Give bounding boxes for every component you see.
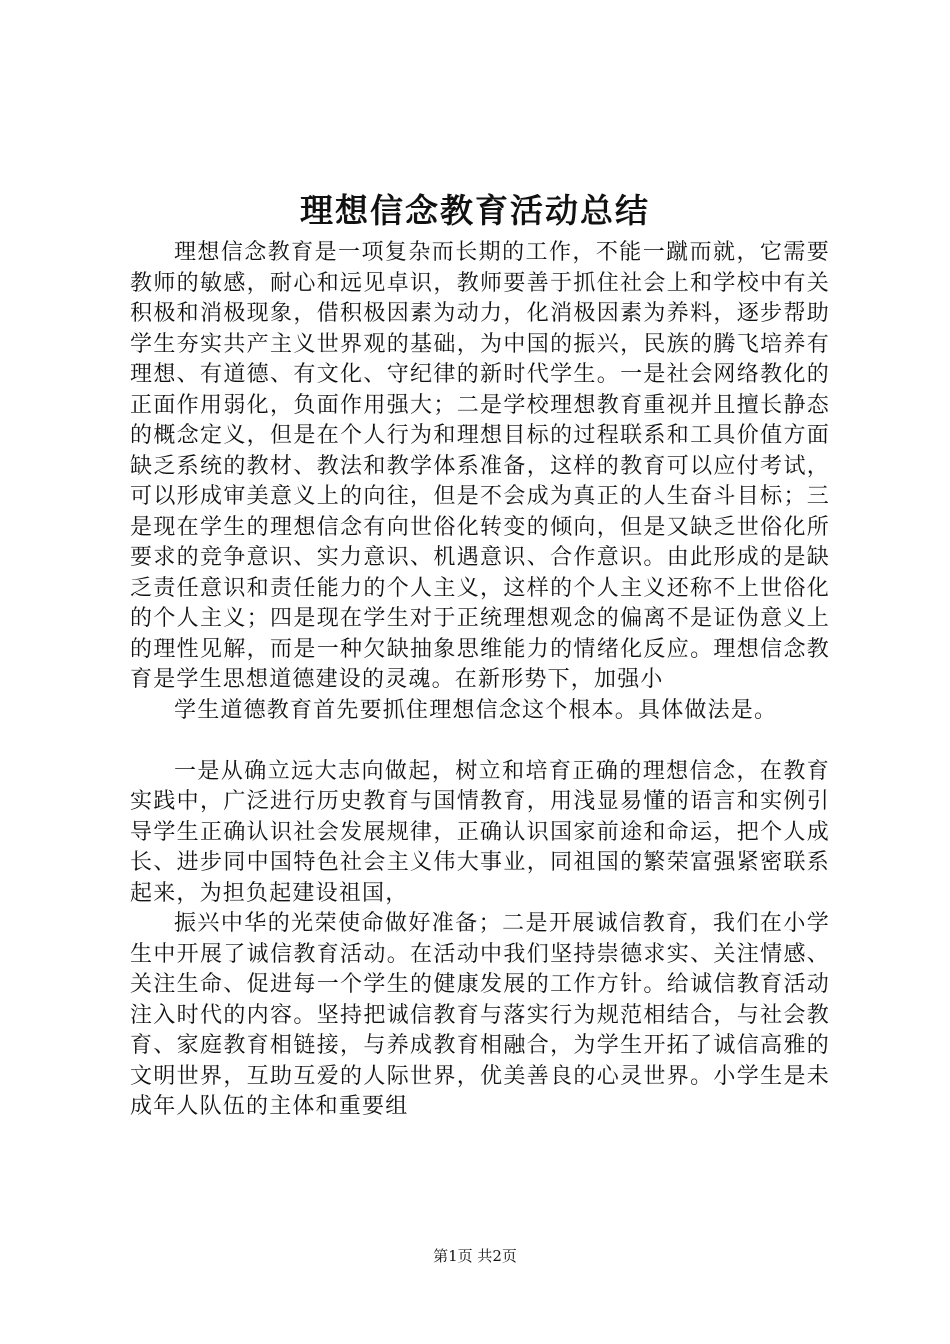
paragraph-4: 振兴中华的光荣使命做好准备；二是开展诚信教育，我们在小学生中开展了诚信教育活动。在活动中我们坚持崇德求实、关注情感、关注生命、促进每一个学生的健康发展的工作方针。给诚信教育活动注入时代的内容。坚持把诚信教育与落实行为规范相结合，与社会教育、家庭教育相链接，与养成教育相融合，为学生开拓了诚信高雅的文明世界，互助互爱的人际世界，优美善良的心灵世界。小学生是未成年人队伍的主体和重要组 xyxy=(130,911,830,1119)
page-footer: 第1页 共2页 xyxy=(433,1247,517,1265)
document-title: 理想信念教育活动总结 xyxy=(300,191,650,230)
document-body xyxy=(130,238,830,1123)
paragraph-1: 理想信念教育是一项复杂而长期的工作，不能一蹴而就，它需要教师的敏感，耐心和远见卓识，教师要善于抓住社会上和学校中有关积极和消极现象，借积极因素为动力，化消极因素为养料，逐步帮助学生夯实共产主义世界观的基础，为中国的振兴，民族的腾飞培养有理想、有道德、有文化、守纪律的新时代学生。一是社会网络教化的正面作用弱化，负面作用强大；二是学校理想教育重视并且擅长静态的概念定义，但是在个人行为和理想目标的过程联系和工具价值方面缺乏系统的教材、教法和教学体系准备，这样的教育可以应付考试，可以形成审美意义上的向往，但是不会成为真正的人生奋斗目标；三是现在学生的理想信念有向世俗化转变的倾向，但是又缺乏世俗化所要求的竞争意识、实力意识、机遇意识、合作意识。由此形成的是缺乏责任意识和责任能力的个人主义，这样的个人主义还称不上世俗化的个人主义；四是现在学生对于正统理想观念的偏离不是证伪意义上的理性见解，而是一种欠缺抽象思维能力的情绪化反应。理想信念教育是学生思想道德建设的灵魂。在新形势下，加强小 xyxy=(130,240,830,692)
paragraph-3: 一是从确立远大志向做起，树立和培育正确的理想信念，在教育实践中，广泛进行历史教育与国情教育，用浅显易懂的语言和实例引导学生正确认识社会发展规律，正确认识国家前途和命运，把个人成长、进步同中国特色社会主义伟大事业，同祖国的繁荣富强紧密联系起来，为担负起建设祖国， xyxy=(130,758,830,906)
paragraph-2: 学生道德教育首先要抓住理想信念这个根本。具体做法是。 xyxy=(174,697,778,723)
